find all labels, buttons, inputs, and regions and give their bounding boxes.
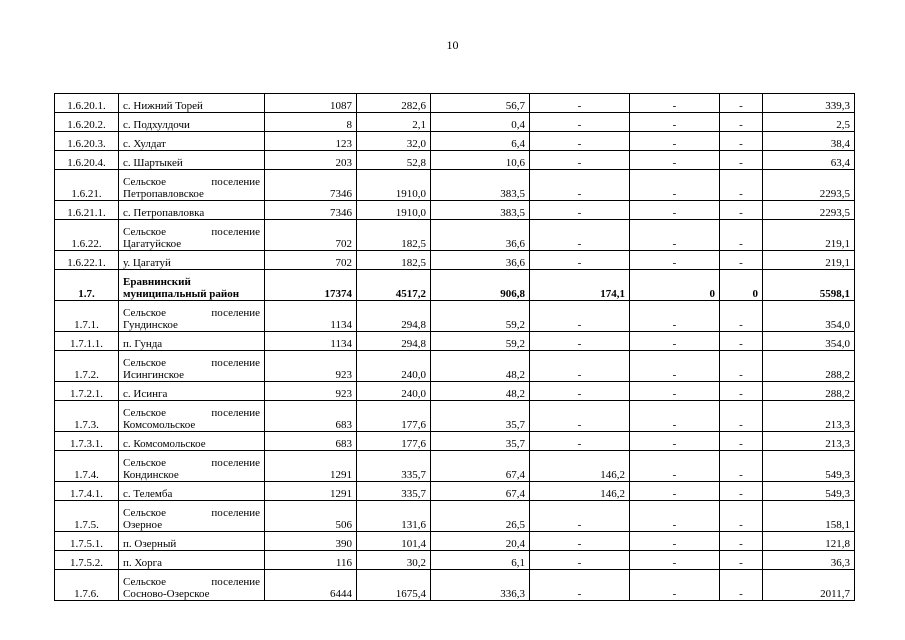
row-col1: 7346 — [265, 170, 357, 201]
row-col7: 354,0 — [763, 301, 855, 332]
row-col4: - — [530, 94, 630, 113]
row-col6: - — [720, 220, 763, 251]
table-row — [55, 382, 855, 401]
row-col4: - — [530, 220, 630, 251]
row-col7: 288,2 — [763, 382, 855, 401]
row-code: 1.7.5. — [55, 501, 119, 532]
row-name-line1: Сельское поселение — [123, 407, 260, 419]
row-code: 1.6.21. — [55, 170, 119, 201]
row-col7: 2293,5 — [763, 201, 855, 220]
row-col3: 383,5 — [431, 201, 530, 220]
row-code: 1.7.4.1. — [55, 482, 119, 501]
row-col1: 390 — [265, 532, 357, 551]
row-col4: - — [530, 251, 630, 270]
row-col4: 174,1 — [530, 270, 630, 301]
row-col6: - — [720, 451, 763, 482]
table-row — [55, 301, 855, 332]
row-code: 1.7.5.1. — [55, 532, 119, 551]
table-row — [55, 201, 855, 220]
row-col1: 1291 — [265, 482, 357, 501]
row-code: 1.6.22. — [55, 220, 119, 251]
row-col6: - — [720, 151, 763, 170]
row-col7: 549,3 — [763, 482, 855, 501]
row-col6: - — [720, 113, 763, 132]
row-col1: 506 — [265, 501, 357, 532]
row-col3: 35,7 — [431, 432, 530, 451]
row-name — [119, 501, 265, 532]
row-col3: 59,2 — [431, 301, 530, 332]
row-col6: - — [720, 401, 763, 432]
row-col5: - — [630, 301, 720, 332]
row-name — [119, 170, 265, 201]
row-name: п. Хорга — [119, 551, 265, 570]
row-col3: 6,1 — [431, 551, 530, 570]
table-row — [55, 482, 855, 501]
row-name-line2: Петропавловское — [123, 188, 204, 200]
table-row — [55, 351, 855, 382]
row-col4: - — [530, 132, 630, 151]
row-col2: 1910,0 — [357, 170, 431, 201]
row-name: с. Телемба — [119, 482, 265, 501]
row-col1: 923 — [265, 382, 357, 401]
row-name-line2: Комсомольское — [123, 419, 196, 431]
row-col2: 4517,2 — [357, 270, 431, 301]
table-row — [55, 113, 855, 132]
row-col2: 1910,0 — [357, 201, 431, 220]
row-col4: - — [530, 332, 630, 351]
table-row — [55, 551, 855, 570]
row-col2: 177,6 — [357, 401, 431, 432]
row-col5: - — [630, 351, 720, 382]
row-col5: - — [630, 201, 720, 220]
table-row — [55, 270, 855, 301]
row-col5: - — [630, 132, 720, 151]
row-code: 1.6.21.1. — [55, 201, 119, 220]
table-row — [55, 332, 855, 351]
row-name-line1: Сельское поселение — [123, 576, 260, 588]
row-col4: - — [530, 170, 630, 201]
row-col6: - — [720, 251, 763, 270]
row-col4: - — [530, 532, 630, 551]
row-name: с. Хулдат — [119, 132, 265, 151]
row-col4: - — [530, 432, 630, 451]
row-col2: 335,7 — [357, 451, 431, 482]
table-row — [55, 94, 855, 113]
row-name — [119, 570, 265, 601]
row-col4: 146,2 — [530, 482, 630, 501]
row-code: 1.7.6. — [55, 570, 119, 601]
row-name-line1: Сельское поселение — [123, 507, 260, 519]
row-col5: - — [630, 482, 720, 501]
row-col5: - — [630, 94, 720, 113]
row-col2: 294,8 — [357, 332, 431, 351]
row-col1: 7346 — [265, 201, 357, 220]
row-name-line1: Сельское поселение — [123, 457, 260, 469]
row-col3: 48,2 — [431, 382, 530, 401]
row-col2: 240,0 — [357, 382, 431, 401]
row-col2: 2,1 — [357, 113, 431, 132]
row-code: 1.7.4. — [55, 451, 119, 482]
row-col3: 26,5 — [431, 501, 530, 532]
row-name-line2: Сосново-Озерское — [123, 588, 210, 600]
row-name — [119, 270, 265, 301]
row-col1: 923 — [265, 351, 357, 382]
row-name — [119, 401, 265, 432]
row-col1: 123 — [265, 132, 357, 151]
row-col4: - — [530, 351, 630, 382]
row-code: 1.7.5.2. — [55, 551, 119, 570]
row-col1: 8 — [265, 113, 357, 132]
row-col3: 35,7 — [431, 401, 530, 432]
row-name: с. Подхулдочи — [119, 113, 265, 132]
row-name: п. Озерный — [119, 532, 265, 551]
row-col6: - — [720, 382, 763, 401]
row-col7: 63,4 — [763, 151, 855, 170]
row-col5: - — [630, 382, 720, 401]
row-col1: 1134 — [265, 332, 357, 351]
row-col5: - — [630, 170, 720, 201]
row-col4: - — [530, 151, 630, 170]
row-col5: - — [630, 532, 720, 551]
row-col6: - — [720, 551, 763, 570]
table-row — [55, 170, 855, 201]
row-col5: - — [630, 432, 720, 451]
row-name: п. Гунда — [119, 332, 265, 351]
table-row — [55, 132, 855, 151]
row-col3: 20,4 — [431, 532, 530, 551]
table-row — [55, 401, 855, 432]
row-col4: - — [530, 501, 630, 532]
row-col1: 683 — [265, 432, 357, 451]
row-col7: 339,3 — [763, 94, 855, 113]
row-col1: 1087 — [265, 94, 357, 113]
row-col2: 30,2 — [357, 551, 431, 570]
table-row — [55, 532, 855, 551]
row-code: 1.7.1.1. — [55, 332, 119, 351]
row-col7: 219,1 — [763, 251, 855, 270]
row-col7: 213,3 — [763, 432, 855, 451]
row-col4: - — [530, 570, 630, 601]
page-number: 10 — [446, 38, 459, 52]
row-code: 1.6.22.1. — [55, 251, 119, 270]
row-col2: 182,5 — [357, 220, 431, 251]
table-row — [55, 451, 855, 482]
table-row — [55, 501, 855, 532]
row-col2: 240,0 — [357, 351, 431, 382]
row-col2: 1675,4 — [357, 570, 431, 601]
row-code: 1.6.20.3. — [55, 132, 119, 151]
row-col5: - — [630, 570, 720, 601]
row-col1: 203 — [265, 151, 357, 170]
row-col2: 182,5 — [357, 251, 431, 270]
row-col6: - — [720, 532, 763, 551]
row-col6: - — [720, 432, 763, 451]
row-name-line1: Сельское поселение — [123, 357, 260, 369]
row-col3: 67,4 — [431, 451, 530, 482]
row-col3: 36,6 — [431, 220, 530, 251]
row-col5: - — [630, 151, 720, 170]
row-col4: - — [530, 113, 630, 132]
row-name-line2: Цагатуйское — [123, 238, 182, 250]
row-name: у. Цагатуй — [119, 251, 265, 270]
table-body — [55, 94, 855, 601]
row-name: с. Исинга — [119, 382, 265, 401]
row-col3: 6,4 — [431, 132, 530, 151]
row-col5: - — [630, 451, 720, 482]
row-col5: - — [630, 220, 720, 251]
row-col2: 294,8 — [357, 301, 431, 332]
row-col7: 2,5 — [763, 113, 855, 132]
row-name-line2: Исингинское — [123, 369, 185, 381]
table-row — [55, 432, 855, 451]
row-col7: 121,8 — [763, 532, 855, 551]
row-name: с. Шартыкей — [119, 151, 265, 170]
row-col6: - — [720, 201, 763, 220]
row-name-line2: Озерное — [123, 519, 163, 531]
row-col2: 177,6 — [357, 432, 431, 451]
row-col6: - — [720, 170, 763, 201]
row-col6: - — [720, 351, 763, 382]
row-col3: 336,3 — [431, 570, 530, 601]
row-col7: 5598,1 — [763, 270, 855, 301]
row-col6: - — [720, 332, 763, 351]
row-col5: - — [630, 113, 720, 132]
row-col3: 0,4 — [431, 113, 530, 132]
row-code: 1.7.3. — [55, 401, 119, 432]
row-code: 1.7.1. — [55, 301, 119, 332]
row-col2: 282,6 — [357, 94, 431, 113]
table-row — [55, 251, 855, 270]
row-col1: 702 — [265, 251, 357, 270]
row-name-line2: муниципальный район — [123, 288, 240, 300]
row-col7: 2011,7 — [763, 570, 855, 601]
row-col3: 59,2 — [431, 332, 530, 351]
row-col6: - — [720, 94, 763, 113]
row-col1: 683 — [265, 401, 357, 432]
row-col3: 56,7 — [431, 94, 530, 113]
row-col1: 6444 — [265, 570, 357, 601]
row-col3: 36,6 — [431, 251, 530, 270]
row-col6: - — [720, 301, 763, 332]
row-col7: 219,1 — [763, 220, 855, 251]
row-col1: 1134 — [265, 301, 357, 332]
row-name — [119, 351, 265, 382]
row-col7: 354,0 — [763, 332, 855, 351]
row-name-line1: Сельское поселение — [123, 226, 260, 238]
row-col7: 549,3 — [763, 451, 855, 482]
row-col1: 116 — [265, 551, 357, 570]
row-col2: 32,0 — [357, 132, 431, 151]
table-row — [55, 570, 855, 601]
row-col4: - — [530, 382, 630, 401]
row-col1: 17374 — [265, 270, 357, 301]
row-col7: 213,3 — [763, 401, 855, 432]
row-col3: 67,4 — [431, 482, 530, 501]
row-col7: 288,2 — [763, 351, 855, 382]
row-code: 1.7.2.1. — [55, 382, 119, 401]
row-col3: 48,2 — [431, 351, 530, 382]
row-name-line1: Сельское поселение — [123, 307, 260, 319]
data-table — [54, 93, 855, 601]
row-col4: 146,2 — [530, 451, 630, 482]
row-name-line1: Сельское поселение — [123, 176, 260, 188]
row-col4: - — [530, 551, 630, 570]
row-col7: 36,3 — [763, 551, 855, 570]
row-col5: - — [630, 332, 720, 351]
row-col3: 383,5 — [431, 170, 530, 201]
row-name: с. Комсомольское — [119, 432, 265, 451]
row-name-line2: Кондинское — [123, 469, 179, 481]
row-code: 1.6.20.2. — [55, 113, 119, 132]
row-col6: - — [720, 501, 763, 532]
row-col4: - — [530, 401, 630, 432]
row-name: с. Петропавловка — [119, 201, 265, 220]
row-col5: - — [630, 401, 720, 432]
row-col1: 1291 — [265, 451, 357, 482]
row-col5: - — [630, 501, 720, 532]
row-col4: - — [530, 201, 630, 220]
row-col2: 131,6 — [357, 501, 431, 532]
row-code: 1.6.20.1. — [55, 94, 119, 113]
row-col6: 0 — [720, 270, 763, 301]
row-name-line2: Гундинское — [123, 319, 178, 331]
row-col4: - — [530, 301, 630, 332]
row-code: 1.7. — [55, 270, 119, 301]
row-col3: 906,8 — [431, 270, 530, 301]
row-col5: - — [630, 551, 720, 570]
row-code: 1.7.3.1. — [55, 432, 119, 451]
row-col2: 101,4 — [357, 532, 431, 551]
row-col5: 0 — [630, 270, 720, 301]
row-col6: - — [720, 482, 763, 501]
row-code: 1.7.2. — [55, 351, 119, 382]
row-col6: - — [720, 570, 763, 601]
row-name-line1: Еравнинский — [123, 276, 191, 288]
row-col6: - — [720, 132, 763, 151]
row-name: с. Нижний Торей — [119, 94, 265, 113]
row-col5: - — [630, 251, 720, 270]
row-name — [119, 451, 265, 482]
row-col7: 158,1 — [763, 501, 855, 532]
row-col2: 335,7 — [357, 482, 431, 501]
row-col7: 2293,5 — [763, 170, 855, 201]
row-code: 1.6.20.4. — [55, 151, 119, 170]
table-row — [55, 151, 855, 170]
row-col7: 38,4 — [763, 132, 855, 151]
row-col1: 702 — [265, 220, 357, 251]
row-name — [119, 301, 265, 332]
row-col3: 10,6 — [431, 151, 530, 170]
table-row — [55, 220, 855, 251]
row-col2: 52,8 — [357, 151, 431, 170]
row-name — [119, 220, 265, 251]
